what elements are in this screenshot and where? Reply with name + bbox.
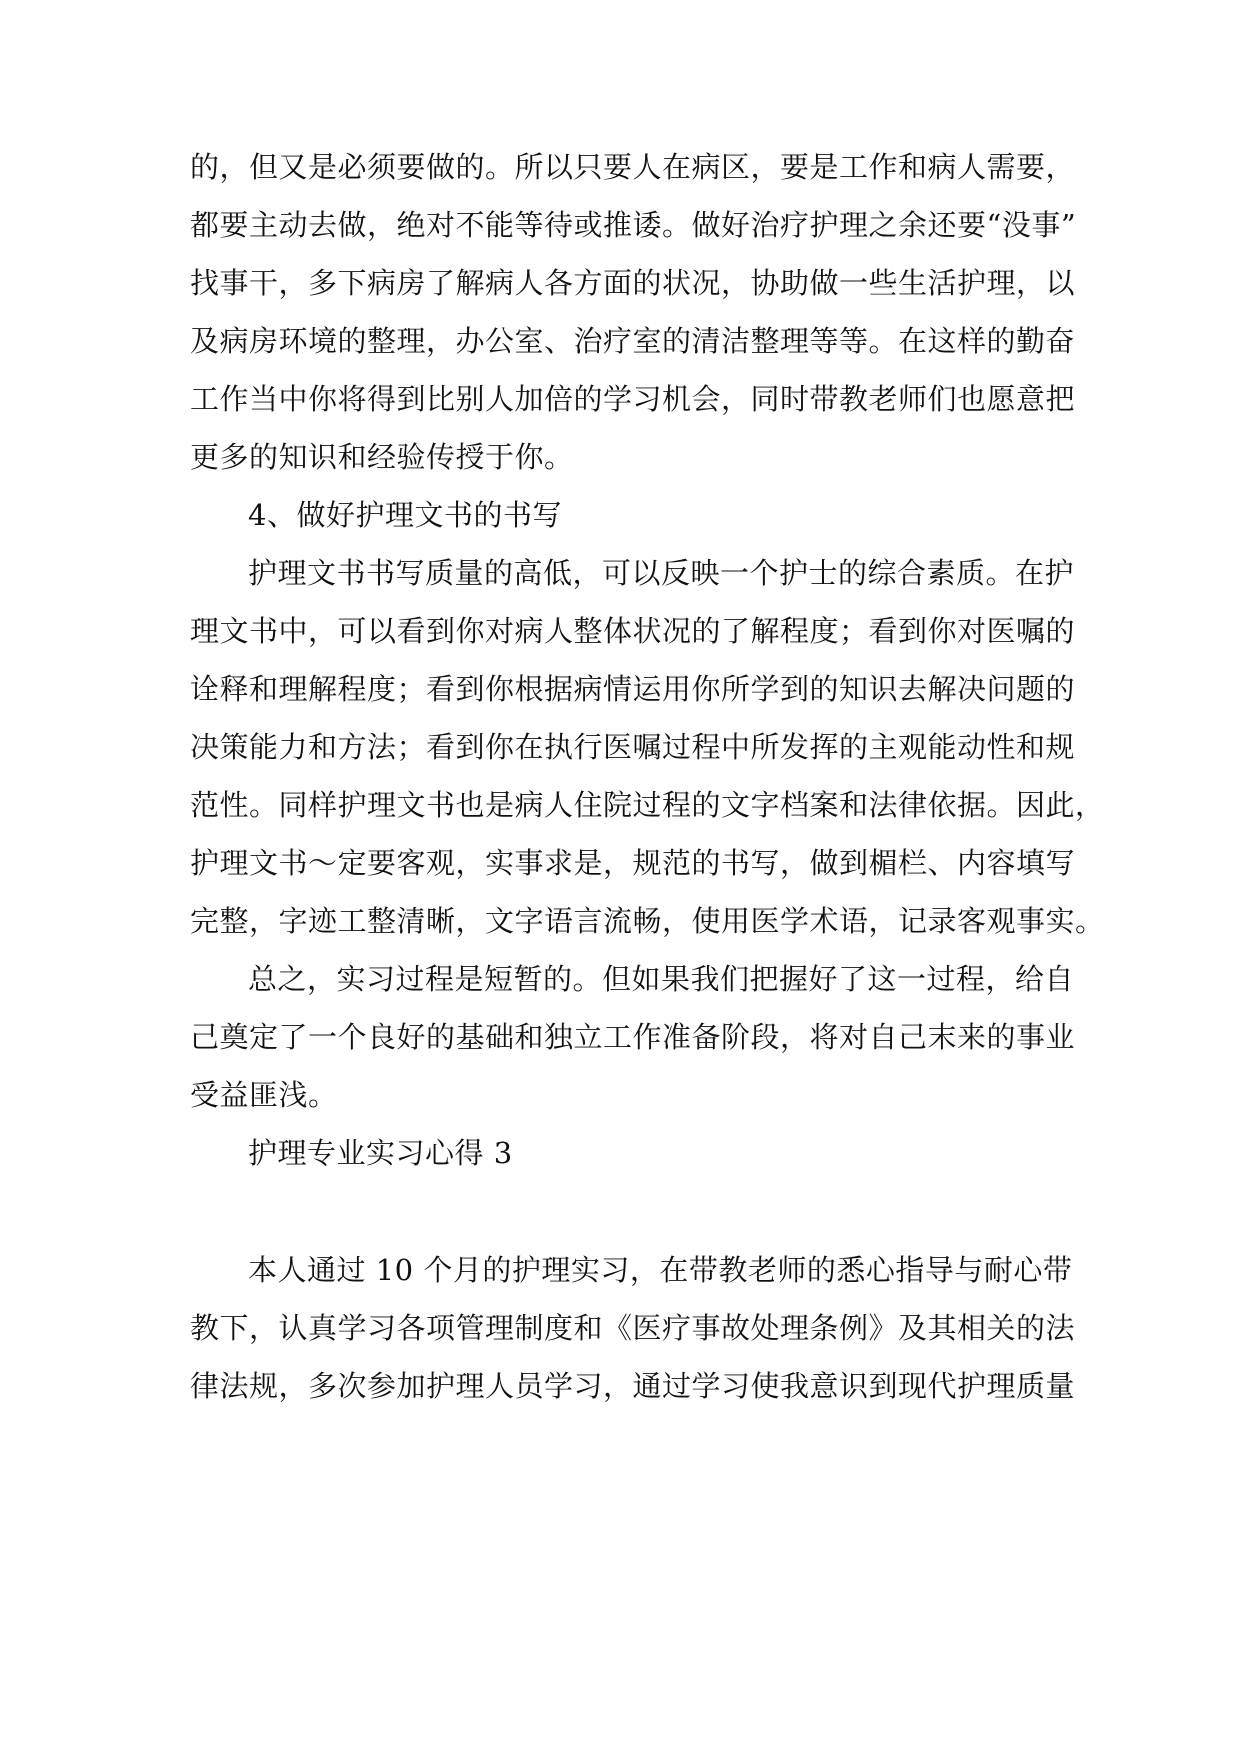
paragraph-2-line-6: 护理文书～定要客观，实事求是，规范的书写，做到楣栏、内容填写 [190, 846, 1076, 880]
paragraph-3-line-3: 受益匪浅。 [190, 1078, 338, 1112]
subheading-4: 4、做好护理文书的书写 [248, 498, 562, 532]
paragraph-2-line-3: 诠释和理解程度；看到你根据病情运用你所学到的知识去解决问题的 [190, 672, 1076, 706]
paragraph-1-line-2: 都要主动去做，绝对不能等待或推诿。做好治疗护理之余还要“没事” [190, 208, 1077, 242]
paragraph-2-line-5: 范性。同样护理文书也是病人住院过程的文字档案和法律依据。因此， [190, 788, 1105, 822]
paragraph-1-line-5: 工作当中你将得到比别人加倍的学习机会，同时带教老师们也愿意把 [190, 382, 1076, 416]
paragraph-2-line-1: 护理文书书写质量的高低，可以反映一个护士的综合素质。在护 [248, 556, 1075, 590]
paragraph-1-line-3: 找事干，多下病房了解病人各方面的状况，协助做一些生活护理，以 [190, 266, 1076, 300]
paragraph-1-line-6: 更多的知识和经验传授于你。 [190, 440, 574, 474]
paragraph-2-line-2: 理文书中，可以看到你对病人整体状况的了解程度；看到你对医嘱的 [190, 614, 1076, 648]
paragraph-4-line-3: 律法规，多次参加护理人员学习，通过学习使我意识到现代护理质量 [190, 1369, 1076, 1403]
paragraph-2-line-7: 完整，字迹工整清晰，文字语言流畅，使用医学术语，记录客观事实。 [190, 904, 1105, 938]
paragraph-4-line-1: 本人通过 10 个月的护理实习，在带教老师的悉心指导与耐心带 [248, 1253, 1073, 1287]
paragraph-4-line-2: 教下，认真学习各项管理制度和《医疗事故处理条例》及其相关的法 [190, 1311, 1076, 1345]
paragraph-3-line-2: 己奠定了一个良好的基础和独立工作准备阶段，将对自己末来的事业 [190, 1020, 1076, 1054]
paragraph-1-line-1: 的，但又是必须要做的。所以只要人在病区，要是工作和病人需要， [190, 150, 1076, 184]
paragraph-3-line-1: 总之，实习过程是短暂的。但如果我们把握好了这一过程，给自 [248, 962, 1075, 996]
section-title: 护理专业实习心得 3 [248, 1136, 513, 1170]
paragraph-2-line-4: 决策能力和方法；看到你在执行医嘱过程中所发挥的主观能动性和规 [190, 730, 1076, 764]
paragraph-1-line-4: 及病房环境的整理，办公室、治疗室的清洁整理等等。在这样的勤奋 [190, 324, 1076, 358]
